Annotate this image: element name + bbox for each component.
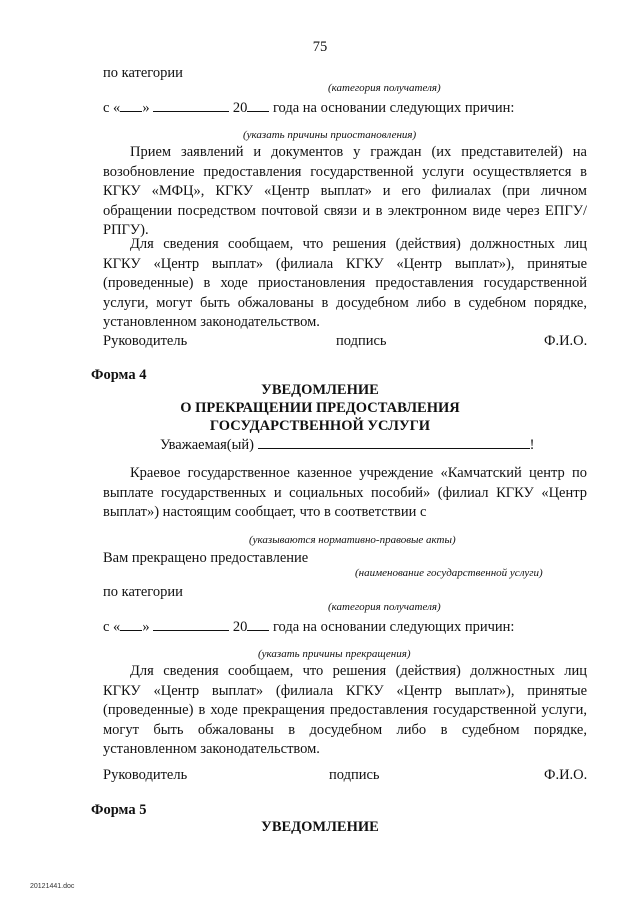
service-caption: (наименование государственной услуги)	[355, 567, 543, 579]
form4-date-line: с « » 20 года на основании следующих причин:	[103, 619, 515, 635]
form4-signature-name: Ф.И.О.	[544, 767, 588, 783]
form5-label: Форма 5	[91, 802, 147, 818]
form4-title-3: ГОСУДАРСТВЕННОЙ УСЛУГИ	[209, 418, 431, 434]
reasons-caption: (указать причины приостановления)	[243, 129, 417, 141]
date-line: с « » 20 года на основании следующих причин:	[103, 100, 515, 116]
signature-sig: подпись	[336, 333, 387, 349]
form4-appeal-paragraph: Для сведения сообщаем, что решения (действия) должностных лиц КГКУ «Центр выплат» (филиала КГКУ «Центр выплат»), принятые (проведенные) в ходе прекращения предоставления государственной услуги, могут быть обжалованы в досудебном либо в судебном порядке, установленном законодательством.	[103, 663, 587, 757]
greeting-line: Уважаемая(ый) !	[160, 437, 535, 453]
form4-reasons-caption: (указать причины прекращения)	[258, 648, 411, 660]
appeal-paragraph: Для сведения сообщаем, что решения (действия) должностных лиц КГКУ «Центр выплат» (филиала КГКУ «Центр выплат»), принятые (проведенные) в ходе приостановления предоставления государственной услуги, могут быть обжалованы в досудебном либо в судебном порядке, установленном законодательством.	[103, 236, 587, 330]
form4-title-1: УВЕДОМЛЕНИЕ	[261, 382, 379, 398]
form4-label: Форма 4	[91, 367, 147, 383]
reopen-paragraph: Прием заявлений и документов у граждан (их представителей) на возобновление предоставления государственной услуги осуществляется в КГКУ «МФЦ», КГКУ «Центр выплат» и его филиалах (при личном обращении посредством почтовой связи и в электронном виде через ЕПГУ/РПГУ).	[103, 144, 587, 238]
acts-caption: (указываются нормативно-правовые акты)	[249, 534, 456, 546]
form4-signature-head: Руководитель	[103, 767, 188, 783]
terminated-text: Вам прекращено предоставление	[103, 550, 309, 566]
form5-title-1: УВЕДОМЛЕНИЕ	[261, 819, 379, 835]
page-number: 75	[312, 39, 328, 55]
file-name-footer: 20121441.doc	[30, 883, 75, 890]
form4-signature-sig: подпись	[329, 767, 380, 783]
signature-head: Руководитель	[103, 333, 188, 349]
category-label: по категории	[103, 65, 183, 81]
form4-category-label: по категории	[103, 584, 183, 600]
signature-name: Ф.И.О.	[544, 333, 588, 349]
category-caption: (категория получателя)	[328, 82, 441, 94]
form4-title-2: О ПРЕКРАЩЕНИИ ПРЕДОСТАВЛЕНИЯ	[180, 400, 460, 416]
form4-category-caption: (категория получателя)	[328, 601, 441, 613]
form4-intro-paragraph: Краевое государственное казенное учреждение «Камчатский центр по выплате государственных и социальных пособий» (филиал КГКУ «Центр выплат») настоящим сообщает, что в соответствии с	[103, 465, 587, 520]
